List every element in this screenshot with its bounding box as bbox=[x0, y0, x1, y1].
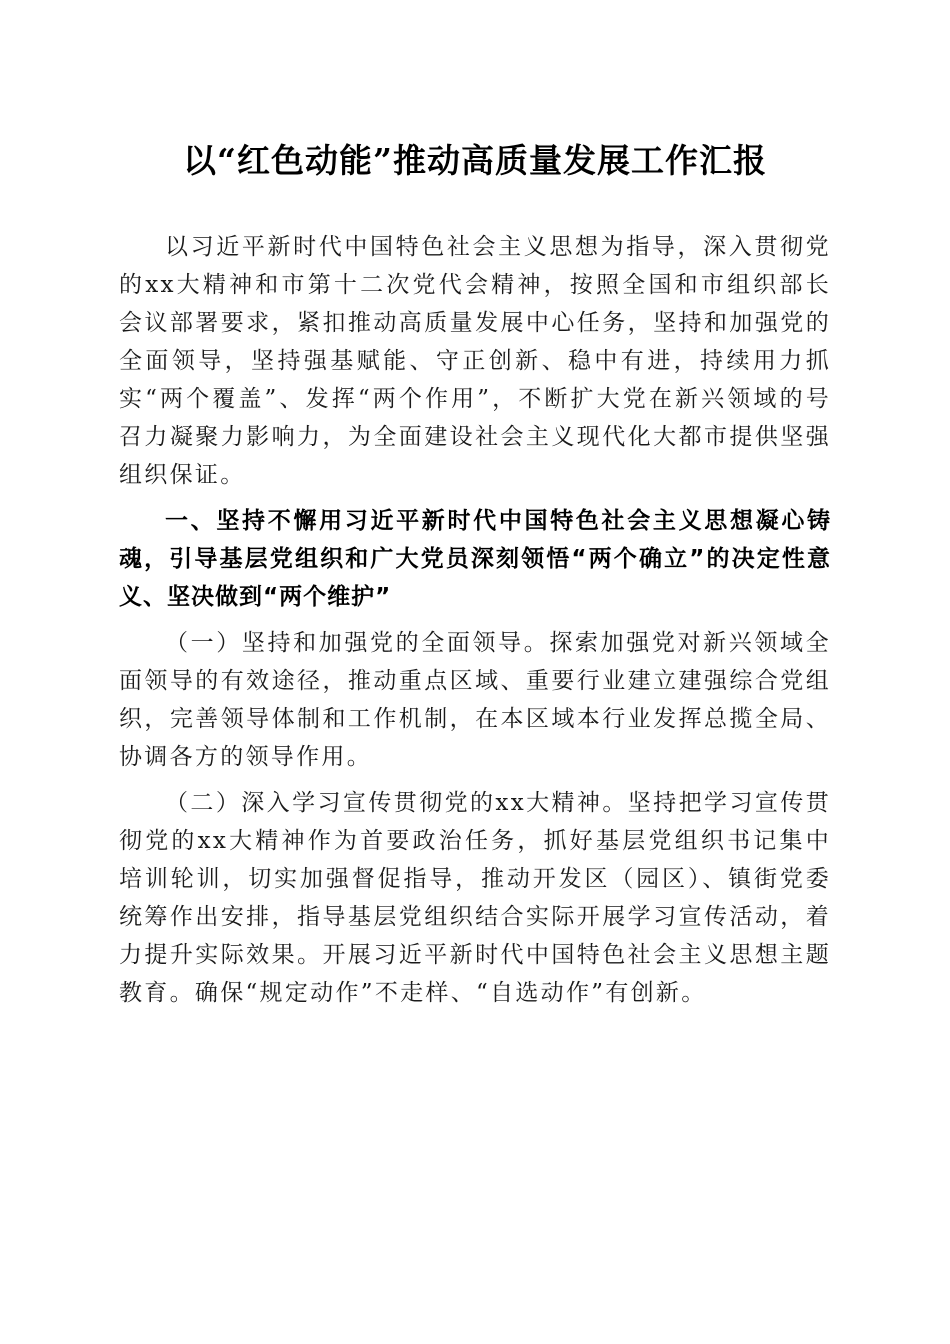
document-body bbox=[119, 228, 831, 1012]
subsection-paragraph-1: （一）坚持和加强党的全面领导。探索加强党对新兴领域全面领导的有效途径，推动重点区域、重要行业建立建强综合党组织，完善领导体制和工作机制，在本区域本行业发挥总揽全局、协调各方的领导作用。 bbox=[119, 630, 831, 770]
subsection-paragraph-2: （二）深入学习宣传贯彻党的xx大精神。坚持把学习宣传贯彻党的xx大精神作为首要政治任务，抓好基层党组织书记集中培训轮训，切实加强督促指导，推动开发区（园区）、镇街党委统筹作出安排，指导基层党组织结合实际开展学习宣传活动，着力提升实际效果。开展习近平新时代中国特色社会主义思想主题教育。确保“规定动作”不走样、“自选动作”有创新。 bbox=[119, 790, 831, 1006]
document-title: 以“红色动能”推动高质量发展工作汇报 bbox=[183, 141, 767, 180]
intro-paragraph: 以习近平新时代中国特色社会主义思想为指导，深入贯彻党的xx大精神和市第十二次党代会精神，按照全国和市组织部长会议部署要求，紧扣推动高质量发展中心任务，坚持和加强党的全面领导，坚持强基赋能、守正创新、稳中有进，持续用力抓实“两个覆盖”、发挥“两个作用”，不断扩大党在新兴领域的号召力凝聚力影响力，为全面建设社会主义现代化大都市提供坚强组织保证。 bbox=[119, 234, 831, 488]
section-heading-1: 一、坚持不懈用习近平新时代中国特色社会主义思想凝心铸魂，引导基层党组织和广大党员深刻领悟“两个确立”的决定性意义、坚决做到“两个维护” bbox=[119, 508, 831, 610]
